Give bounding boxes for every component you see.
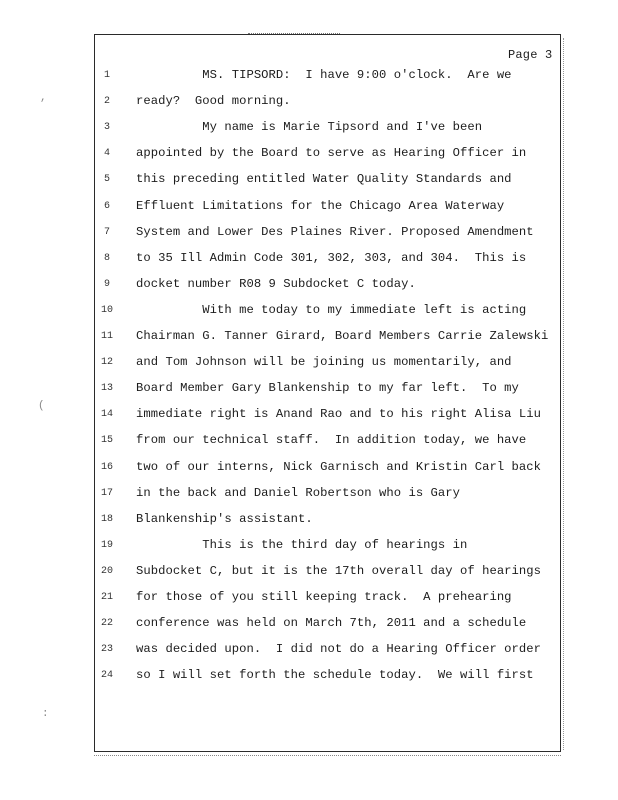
line-text: for those of you still keeping track. A prehearing [136, 590, 512, 604]
transcript-line [0, 615, 618, 635]
line-text: in the back and Daniel Robertson who is Gary [136, 485, 461, 500]
transcript-line [0, 511, 618, 531]
line-number: 16 [100, 461, 113, 473]
line-number: 20 [100, 565, 113, 577]
line-text: two of our interns, Nick Garnisch and Kristin Carl back [136, 459, 542, 474]
transcript-line [0, 171, 618, 191]
transcript-line [0, 667, 618, 687]
line-number: 9 [103, 278, 110, 290]
transcript-line [0, 354, 618, 374]
transcript-line [0, 198, 618, 218]
line-text: this preceding entitled Water Quality Standards and [136, 172, 512, 187]
line-number: 13 [100, 383, 113, 395]
line-text: My name is Marie Tipsord and I've been [136, 120, 483, 135]
transcript-line [0, 432, 618, 452]
transcript-line [0, 250, 618, 270]
footer-scribble [94, 755, 561, 759]
line-number: 23 [100, 644, 113, 656]
line-text: docket number R08 9 Subdocket C today. [136, 276, 416, 291]
line-text: Chairman G. Tanner Girard, Board Members Carrie Zalewski [136, 329, 549, 343]
line-text: This is the third day of hearings in [136, 537, 468, 552]
left-margin-mark: ( [38, 400, 45, 412]
line-text: System and Lower Des Plaines River. Proposed Amendment [136, 224, 534, 239]
line-number: 8 [103, 252, 110, 264]
line-text: was decided upon. I did not do a Hearing Officer order [136, 642, 542, 657]
line-number: 11 [100, 331, 113, 342]
transcript-line [0, 302, 618, 322]
line-number: 18 [100, 513, 113, 525]
transcript-line [0, 67, 618, 87]
line-text: to 35 Ill Admin Code 301, 302, 303, and 304. This is [136, 250, 527, 265]
line-text: from our technical staff. In addition today, we have [136, 433, 527, 448]
transcript-line [0, 145, 618, 165]
line-number: 6 [103, 200, 110, 212]
line-text: Effluent Limitations for the Chicago Area Waterway [136, 198, 505, 213]
line-number: 14 [100, 409, 113, 421]
line-number: 17 [100, 487, 113, 499]
line-number: 21 [100, 592, 113, 603]
transcript-line [0, 485, 618, 505]
transcript-line [0, 328, 618, 348]
line-number: 4 [103, 148, 110, 160]
line-text: immediate right is Anand Rao and to his right Alisa Liu [136, 407, 542, 422]
line-text: conference was held on March 7th, 2011 and a schedule [136, 616, 527, 631]
line-text: MS. TIPSORD: I have 9:00 o'clock. Are we [136, 68, 512, 82]
left-margin-mark: : [42, 708, 49, 720]
transcript-line [0, 406, 618, 426]
line-number: 19 [100, 539, 113, 551]
transcript-line [0, 380, 618, 400]
transcript-line [0, 93, 618, 113]
line-text: Subdocket C, but it is the 17th overall day of hearings [136, 563, 542, 578]
line-text: Blankenship's assistant. [136, 511, 313, 526]
line-text: ready? Good morning. [136, 94, 291, 109]
line-number: 22 [100, 618, 113, 630]
transcript-line [0, 563, 618, 583]
line-text: appointed by the Board to serve as Hearing Officer in [136, 146, 527, 161]
line-number: 12 [100, 357, 113, 369]
transcript-line [0, 276, 618, 296]
line-number: 10 [100, 304, 113, 316]
transcript-line [0, 224, 618, 244]
line-number: 1 [103, 70, 110, 81]
line-text: so I will set forth the schedule today. We will first [136, 668, 534, 683]
line-text: and Tom Johnson will be joining us momentarily, and [136, 355, 512, 370]
line-text: Board Member Gary Blankenship to my far left. To my [136, 381, 519, 396]
transcript-line [0, 119, 618, 139]
transcript-line [0, 459, 618, 479]
page-number-label: Page 3 [508, 48, 553, 62]
transcript-line [0, 641, 618, 661]
line-number: 24 [100, 670, 113, 682]
line-number: 3 [103, 122, 110, 134]
line-text: With me today to my immediate left is acting [136, 302, 527, 317]
left-margin-mark: , [40, 92, 47, 104]
line-number: 5 [103, 174, 110, 186]
line-number: 7 [103, 226, 110, 238]
line-number: 2 [103, 96, 110, 108]
transcript-line [0, 589, 618, 609]
line-number: 15 [100, 435, 113, 447]
transcript-line [0, 537, 618, 557]
